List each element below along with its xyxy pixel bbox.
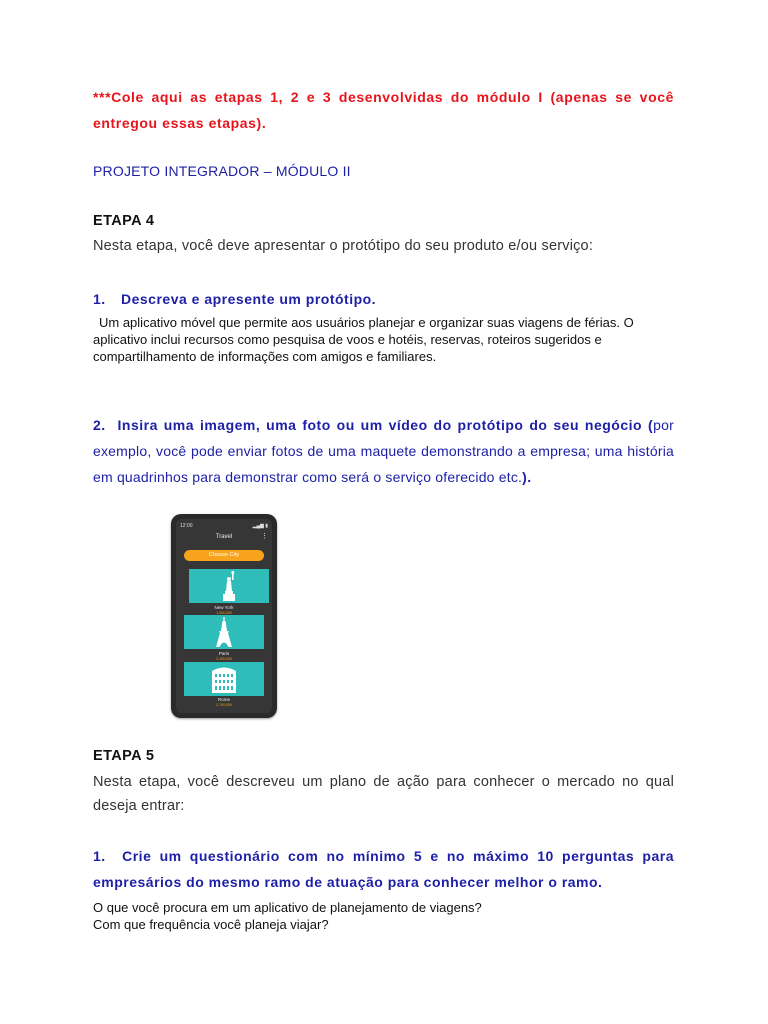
statue-of-liberty-icon: [219, 571, 239, 601]
city-sub-rome: 2,700,000: [216, 703, 232, 707]
etapa4-item2-number: 2.: [93, 417, 106, 433]
etapa4-item2-open-paren: (: [648, 417, 654, 433]
city-name-new-york: New York: [214, 605, 234, 610]
etapa4-item1-answer: Um aplicativo móvel que permite aos usuários planejar e organizar suas viagens de férias. O aplicativo inclui recursos como pesquisa de voos e hotéis, reservas, roteiros sugeridos e compartilhamento de informações com amigos e familiares.: [93, 315, 634, 364]
project-title: PROJETO INTEGRADOR – MÓDULO II: [93, 163, 351, 179]
etapa5-item1-heading: [93, 843, 674, 895]
etapa4-item1-heading: [93, 286, 674, 312]
etapa4-item1-title: Descreva e apresente um protótipo.: [121, 291, 377, 307]
etapa5-question-1: O que você procura em um aplicativo de planejamento de viagens?: [93, 900, 482, 915]
etapa4-description: Nesta etapa, você deve apresentar o protótipo do seu produto e/ou serviço:: [93, 238, 594, 254]
app-title: Travel: [215, 534, 233, 540]
etapa4-item2-heading: [93, 412, 674, 490]
signal-battery-icon: ▂▄▆ ▮: [252, 523, 268, 529]
etapa4-heading: ETAPA 4: [93, 213, 155, 229]
phone-screen: [176, 519, 272, 713]
etapa4-item2-detail: por exemplo, você pode enviar fotos de uma maquete demonstrando a empresa; uma história em quadrinhos para demonstrar como será o serviço oferecido etc.: [93, 417, 675, 485]
etapa4-item1-number: 1.: [93, 291, 106, 307]
city-sub-new-york: 1,000,000: [216, 611, 232, 615]
city-name-rome: Rome: [217, 697, 230, 702]
status-time: 12:00: [180, 523, 193, 529]
eiffel-tower-icon: [214, 617, 234, 647]
etapa5-item1-title: Crie um questionário com no mínimo 5 e no máximo 10 perguntas para empresários do mesmo ramo de atuação para conhecer melhor o ramo.: [93, 848, 675, 890]
city-name-paris: Paris: [218, 651, 230, 656]
etapa4-item2-close-paren: ).: [522, 469, 532, 485]
city-card-new-york[interactable]: [189, 569, 269, 603]
etapa5-description: Nesta etapa, você descreveu um plano de ação para conhecer o mercado no qual deseja entrar:: [93, 774, 674, 814]
more-vert-icon: ⋮: [261, 533, 268, 540]
colosseum-icon: [211, 665, 237, 693]
etapa5-question-2: Com que frequência você planeja viajar?: [93, 917, 329, 932]
etapa5-heading: ETAPA 5: [93, 748, 155, 764]
status-bar: [180, 522, 268, 530]
city-sub-paris: 2,100,000: [216, 657, 232, 661]
city-card-rome[interactable]: [184, 662, 264, 696]
city-card-paris[interactable]: [184, 615, 264, 649]
intro-note: ***Cole aqui as etapas 1, 2 e 3 desenvolvidas do módulo I (apenas se você entregou essas etapas).: [93, 89, 674, 131]
prototype-phone-image: [171, 514, 277, 718]
etapa4-item2-title: Insira uma imagem, uma foto ou um vídeo do protótipo do seu negócio: [117, 417, 643, 433]
etapa5-item1-number: 1.: [93, 848, 106, 864]
choose-city-button[interactable]: Choose City: [184, 550, 264, 561]
